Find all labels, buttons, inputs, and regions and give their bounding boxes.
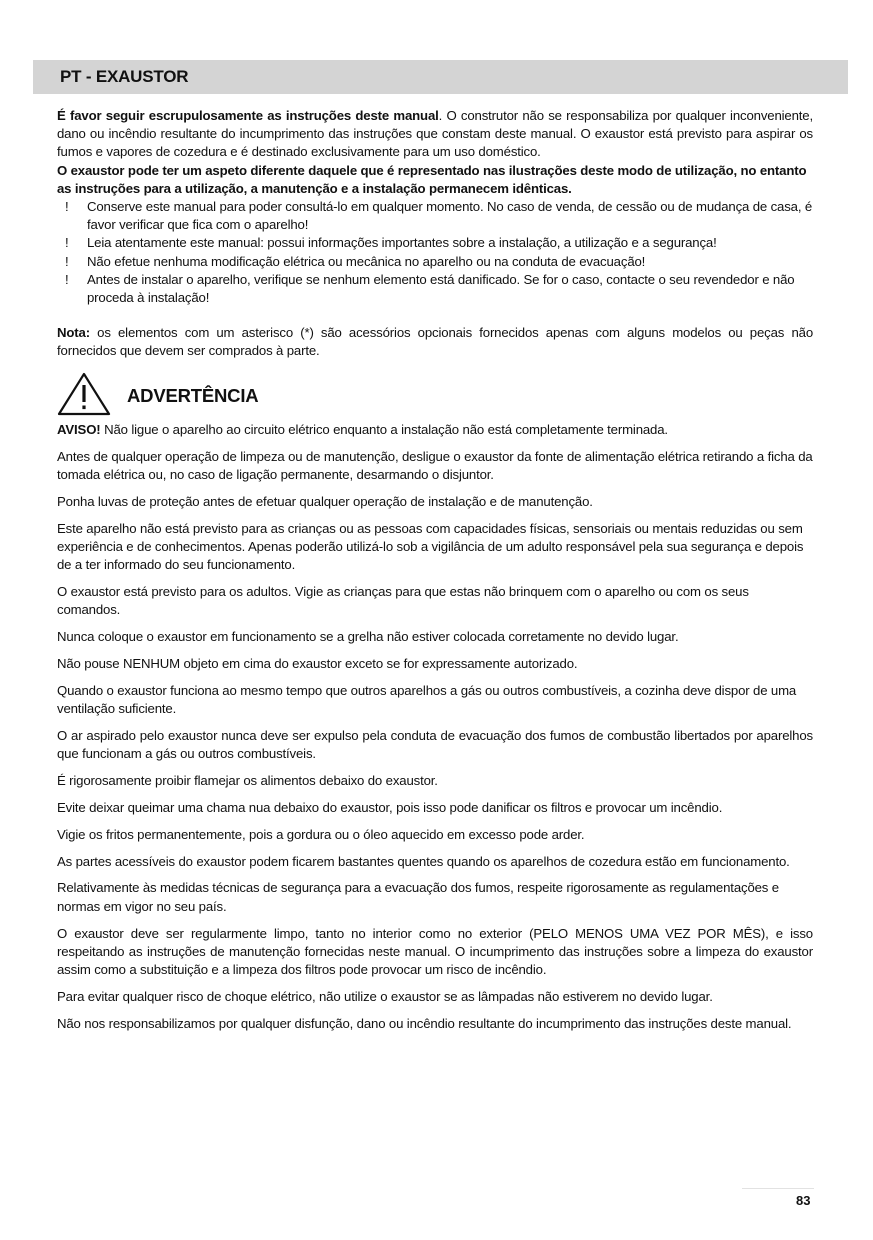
warning-title: ADVERTÊNCIA xyxy=(127,385,259,407)
warning-triangle-icon xyxy=(57,372,111,416)
safety-bullet-list xyxy=(57,198,813,307)
warning-heading xyxy=(57,371,813,417)
warning-paragraph: Vigie os fritos permanentemente, pois a gordura ou o óleo aquecido em excesso pode arder. xyxy=(57,826,585,842)
list-item xyxy=(57,198,813,234)
list-item xyxy=(57,253,813,271)
intro-text: . O construtor não se responsabiliza por qualquer inconveniente, dano ou incêndio resultante do incumprimento das instruções que constam deste manual. O exaustor está previsto para aspirar os fumos e vapores de cozedura e é destinado exclusivamente para um uso doméstico. xyxy=(57,108,813,160)
aviso-label: AVISO! xyxy=(57,421,101,437)
warning-paragraph: Este aparelho não está previsto para as crianças ou as pessoas com capacidades físicas, sensoriais ou mentais reduzidas ou sem experiência e de conhecimentos. Apenas poderão utilizá-lo sob a vigilância de um adulto responsável pela sua segurança e depois de a ter informado do seu funcionamento. xyxy=(57,520,804,572)
exclamation-icon: ! xyxy=(65,271,69,287)
warning-paragraph: Quando o exaustor funciona ao mesmo tempo que outros aparelhos a gás ou outros combustíveis, a cozinha deve dispor de uma ventilação suficiente. xyxy=(57,682,797,716)
warning-paragraph: Não nos responsabilizamos por qualquer disfunção, dano ou incêndio resultante do incumprimento das instruções deste manual. xyxy=(57,1015,792,1031)
intro-bold-lead: É favor seguir escrupulosamente as instruções deste manual xyxy=(57,108,439,123)
aviso-text: Não ligue o aparelho ao circuito elétrico enquanto a instalação não está completamente terminada. xyxy=(100,421,668,437)
warning-paragraphs xyxy=(57,421,813,1033)
intro-notice: O exaustor pode ter um aspeto diferente daquele que é representado nas ilustrações deste modo de utilização, no entanto as instruções para a utilização, a manutenção e a instalação permanecem idênticas. xyxy=(57,162,807,196)
bullet-text: Conserve este manual para poder consultá-lo em qualquer momento. No caso de venda, de cessão ou de mudança de casa, é favor verificar que fica com o aparelho! xyxy=(87,199,813,233)
exclamation-icon: ! xyxy=(65,253,69,269)
warning-paragraph: É rigorosamente proibir flamejar os alimentos debaixo do exaustor. xyxy=(57,772,438,788)
exclamation-icon: ! xyxy=(65,199,69,215)
warning-paragraph: Não pouse NENHUM objeto em cima do exaustor exceto se for expressamente autorizado. xyxy=(57,655,578,671)
bullet-text: Leia atentamente este manual: possui informações importantes sobre a instalação, a utilização e a segurança! xyxy=(87,235,717,251)
warning-paragraph: Antes de qualquer operação de limpeza ou de manutenção, desligue o exaustor da fonte de alimentação elétrica retirando a ficha da tomada elétrica ou, no caso de ligação permanente, desarmando o disjuntor. xyxy=(57,448,813,482)
section-header-bar xyxy=(33,60,848,94)
aviso-paragraph xyxy=(57,421,813,439)
warning-paragraph: Para evitar qualquer risco de choque elétrico, não utilize o exaustor se as lâmpadas não estiverem no devido lugar. xyxy=(57,988,713,1004)
warning-paragraph: As partes acessíveis do exaustor podem ficarem bastantes quentes quando os aparelhos de cozedura estão em funcionamento. xyxy=(57,853,790,869)
warning-paragraph: Nunca coloque o exaustor em funcionamento se a grelha não estiver colocada corretamente no devido lugar. xyxy=(57,628,679,644)
list-item xyxy=(57,234,813,252)
bullet-text: Antes de instalar o aparelho, verifique se nenhum elemento está danificado. Se for o caso, contacte o seu revendedor e não proceda à instalação! xyxy=(87,271,795,306)
bullet-text: Não efetue nenhuma modificação elétrica ou mecânica no aparelho ou na conduta de evacuação! xyxy=(87,253,646,269)
warning-paragraph: Relativamente às medidas técnicas de segurança para a evacuação dos fumos, respeite rigorosamente as regulamentações e normas em vigor no seu país. xyxy=(57,880,779,914)
warning-paragraph: O exaustor está previsto para os adultos. Vigie as crianças para que estas não brinquem com o aparelho ou com os seus comandos. xyxy=(57,583,749,618)
warning-paragraph: O ar aspirado pelo exaustor nunca deve ser expulso pela conduta de evacuação dos fumos de combustão libertados por aparelhos que funcionam a gás ou outros combustíveis. xyxy=(57,727,813,761)
intro-paragraph xyxy=(57,107,813,162)
footer-divider xyxy=(742,1188,814,1189)
page-number: 83 xyxy=(796,1193,811,1208)
exclamation-icon: ! xyxy=(65,235,69,251)
warning-paragraph: Evite deixar queimar uma chama nua debaixo do exaustor, pois isso pode danificar os filtros e provocar um incêndio. xyxy=(57,799,723,815)
section-title: PT - EXAUSTOR xyxy=(60,67,189,86)
note-text: os elementos com um asterisco (*) são acessórios opcionais fornecidos apenas com alguns modelos ou peças não fornecidos que devem ser comprados à parte. xyxy=(57,325,813,359)
note-paragraph xyxy=(57,324,813,360)
warning-paragraph: O exaustor deve ser regularmente limpo, tanto no interior como no exterior (PELO MENOS UMA VEZ POR MÊS), e isso respeitando as instruções de manutenção fornecidas neste manual. O incumprimento das instruções sobre a limpeza do exaustor assim como a substituição e a limpeza dos filtros pode provocar um risco de incêndio. xyxy=(57,925,813,977)
main-content xyxy=(57,107,813,1042)
list-item xyxy=(57,271,813,307)
note-label: Nota: xyxy=(57,325,90,341)
warning-paragraph: Ponha luvas de proteção antes de efetuar qualquer operação de instalação e de manutenção. xyxy=(57,493,593,509)
